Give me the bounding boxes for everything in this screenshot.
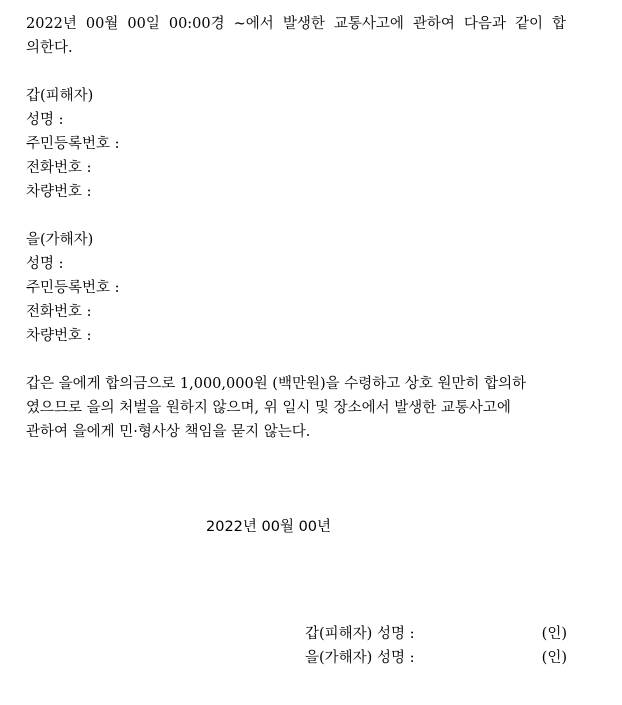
party-a-signature-label: 갑(피해자) 성명 : <box>305 626 415 642</box>
party-b-signature-row <box>305 646 567 670</box>
intro-paragraph <box>26 12 566 60</box>
party-b-heading: 을(가해자) <box>26 232 94 248</box>
party-b-signature-label: 을(가해자) 성명 : <box>305 650 415 666</box>
party-b-name-label: 성명 : <box>26 256 64 272</box>
party-a-seal: (인) <box>541 626 567 642</box>
agreement-date: 2022년 00월 00년 <box>206 519 332 535</box>
spacer <box>26 204 566 228</box>
spacer <box>26 60 566 84</box>
agreement-line-3: 관하여 을에게 민·형사상 책임을 묻지 않는다. <box>26 424 311 440</box>
party-a-signature-row <box>305 622 567 646</box>
party-a-vehicle-label: 차량번호 : <box>26 184 92 200</box>
party-a-id-label: 주민등록번호 : <box>26 136 120 152</box>
party-b-phone-label: 전화번호 : <box>26 304 92 320</box>
intro-line-2: 의한다. <box>26 40 73 56</box>
intro-line-1: 2022년 00월 00일 00:00경 ~에서 발생한 교통사고에 관하여 다음과 같이 합 <box>26 16 566 32</box>
spacer <box>26 348 566 372</box>
agreement-document <box>26 12 566 444</box>
agreement-paragraph <box>26 372 566 444</box>
party-a-section <box>26 84 566 204</box>
party-b-vehicle-label: 차량번호 : <box>26 328 92 344</box>
party-a-phone-label: 전화번호 : <box>26 160 92 176</box>
party-b-seal: (인) <box>541 650 567 666</box>
party-b-section <box>26 228 566 348</box>
agreement-line-1: 갑은 을에게 합의금으로 1,000,000원 (백만원)을 수령하고 상호 원만히 합의하 <box>26 376 527 392</box>
party-a-name-label: 성명 : <box>26 112 64 128</box>
agreement-line-2: 였으므로 을의 처벌을 원하지 않으며, 위 일시 및 장소에서 발생한 교통사고에 <box>26 400 511 416</box>
party-a-heading: 갑(피해자) <box>26 88 94 104</box>
signature-block <box>305 622 567 670</box>
party-b-id-label: 주민등록번호 : <box>26 280 120 296</box>
